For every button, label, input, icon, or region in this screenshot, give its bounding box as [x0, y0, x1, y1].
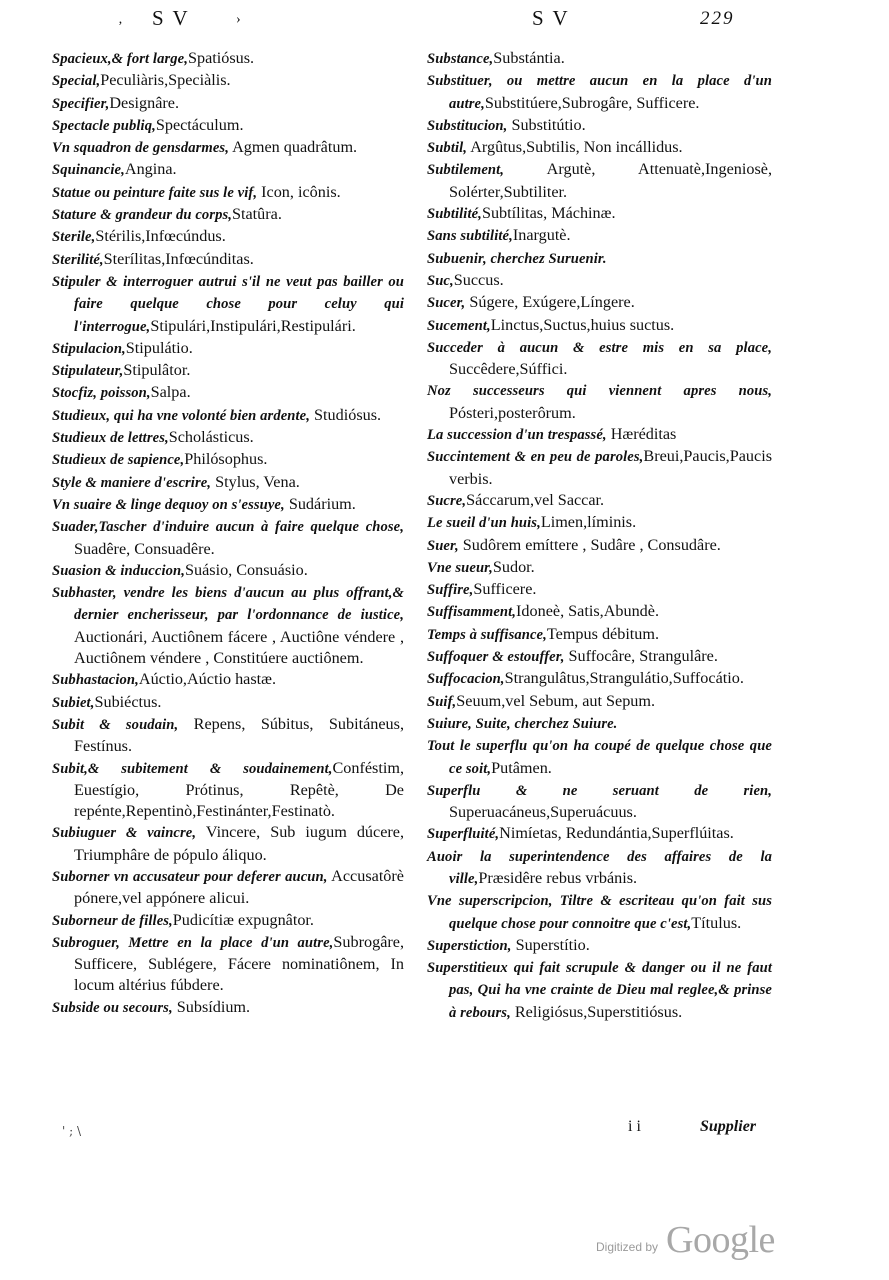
- entry-headword: Subhaster, vendre les biens d'aucun au plus offrant,& dernier encherisseur, par l'ordonnance de iustice,: [52, 585, 404, 624]
- entry-translation: Vincere, Sub iugum dúcere, Triumphâre de pópulo áliquo.: [74, 823, 404, 864]
- bottom-mark: ' ; \: [62, 1124, 82, 1138]
- entry-headword: Substituer, ou mettre aucun en la place d'un autre,: [427, 73, 772, 112]
- header-left-mark2: ›: [236, 12, 243, 27]
- entry-headword: Spectacle publiq,: [52, 117, 156, 134]
- entry-translation: Sudárium.: [284, 494, 356, 513]
- entry-headword: Subit & soudain,: [52, 716, 179, 733]
- dictionary-entry: [52, 494, 404, 516]
- dictionary-entry: [52, 271, 404, 338]
- page-number: 229: [700, 8, 735, 29]
- entry-headword: Statue ou peinture faite sus le vif,: [52, 184, 258, 201]
- entry-headword: Subside ou secours,: [52, 999, 173, 1016]
- dictionary-entry: [427, 512, 772, 534]
- dictionary-entry: [427, 557, 772, 579]
- dictionary-entry: [52, 932, 404, 997]
- entry-translation: Strangulâtus,Strangulátio,Suffocátio.: [504, 669, 744, 688]
- entry-translation: Angina.: [124, 160, 177, 179]
- entry-headword: Superfluité,: [427, 826, 500, 843]
- entry-translation: Suadêre, Consuadêre.: [74, 539, 215, 558]
- entry-translation: Idoneè, Satis,Abundè.: [516, 602, 659, 621]
- digitized-by-text: Digitized by: [596, 1240, 659, 1254]
- entry-headword: Suffisamment,: [427, 604, 517, 621]
- entry-headword: Suffocacion,: [427, 671, 505, 688]
- dictionary-entry: [427, 957, 772, 1024]
- dictionary-entry: [427, 203, 772, 225]
- entry-headword: Suader,Tascher d'induire aucun à faire quelque chose,: [52, 519, 404, 536]
- entry-headword: Stocfiz, poisson,: [52, 385, 151, 402]
- entry-translation: Stipulátio.: [125, 338, 193, 357]
- dictionary-entry: [427, 270, 772, 292]
- dictionary-entry: [427, 446, 772, 490]
- entry-headword: Succintement & en peu de paroles,: [427, 449, 644, 466]
- dictionary-entry: [427, 823, 772, 845]
- entry-translation: Superuacáneus,Superuácuus.: [449, 803, 637, 822]
- entry-headword: Suasion & induccion,: [52, 562, 185, 579]
- entry-headword: Succeder à aucun & estre mis en sa place,: [427, 339, 772, 356]
- entry-headword: Superstitieux qui fait scrupule & danger ou il ne faut pas, Qui ha vne crainte de Dieu mal reglee,& prinse à rebours,: [427, 960, 772, 1021]
- dictionary-entry: [52, 115, 404, 137]
- dictionary-entry: [52, 516, 404, 560]
- dictionary-entry: [52, 449, 404, 471]
- entry-translation: Títulus.: [691, 913, 742, 932]
- entry-headword: Stature & grandeur du corps,: [52, 207, 232, 224]
- dictionary-entry: [52, 866, 404, 910]
- entry-translation: Sterílitas,Infœcúnditas.: [103, 249, 254, 268]
- entry-headword: Auoir la superintendence des affaires de la ville,: [427, 848, 772, 887]
- entry-translation: Sudôrem emíttere , Sudâre , Consudâre.: [458, 535, 721, 554]
- entry-headword: Suif,: [427, 693, 457, 710]
- entry-translation: Præsidêre rebus vrbánis.: [478, 868, 638, 887]
- entry-headword: Vne sueur,: [427, 559, 493, 576]
- entry-headword: Substance,: [427, 51, 494, 67]
- dictionary-entry: [427, 579, 772, 601]
- page-header: [0, 6, 889, 40]
- entry-headword: Suer,: [427, 537, 459, 554]
- entry-translation: Nimíetas, Redundántia,Superflúitas.: [499, 824, 734, 843]
- dictionary-entry: [427, 846, 772, 891]
- dictionary-entry: [427, 424, 772, 446]
- entry-translation: Linctus,Suctus,huius suctus.: [490, 315, 675, 334]
- entry-headword: Vn squadron de gensdarmes,: [52, 140, 229, 157]
- dictionary-entry: [52, 159, 404, 181]
- entry-headword: La succession d'un trespassé,: [427, 427, 607, 444]
- entry-headword: Vn suaire & linge dequoy on s'essuye,: [52, 496, 285, 513]
- entry-translation: Philósophus.: [184, 450, 268, 469]
- entry-translation: Stérilis,Infœcúndus.: [95, 227, 226, 246]
- entry-translation: Pósteri,posterôrum.: [449, 403, 576, 422]
- entry-translation: Putâmen.: [491, 758, 552, 777]
- entry-headword: Studieux, qui ha vne volonté bien ardente,: [52, 407, 310, 424]
- entry-translation: Scholásticus.: [168, 428, 254, 447]
- dictionary-entry: [52, 997, 404, 1019]
- entry-translation: Stipulâtor.: [123, 361, 191, 380]
- entry-headword: Stipulacion,: [52, 340, 126, 357]
- dictionary-entry: [52, 204, 404, 226]
- dictionary-entry: [52, 405, 404, 427]
- entry-headword: Sterilité,: [52, 251, 104, 268]
- dictionary-entry: [427, 535, 772, 557]
- entry-translation: Peculiàris,Speciàlis.: [100, 71, 231, 90]
- entry-translation: Breui,Paucis,Paucis verbis.: [449, 447, 772, 488]
- dictionary-entry: [52, 70, 404, 92]
- dictionary-entry: [427, 890, 772, 935]
- dictionary-entry: [427, 70, 772, 115]
- dictionary-entry: [52, 714, 404, 758]
- entry-headword: Temps à suffisance,: [427, 626, 547, 643]
- entry-headword: Subtil,: [427, 140, 468, 157]
- digitized-watermark: [596, 1218, 786, 1264]
- dictionary-entry: [52, 560, 404, 582]
- entry-headword: Specifier,: [52, 95, 110, 112]
- entry-headword: Sucement,: [427, 317, 491, 334]
- entry-headword: Sterile,: [52, 229, 96, 246]
- entry-headword: Suc,: [427, 272, 454, 289]
- entry-headword: Spacieux,& fort large,: [52, 51, 188, 67]
- dictionary-entry: [52, 427, 404, 449]
- entry-translation: Inargutè.: [512, 226, 571, 245]
- dictionary-entry: [427, 646, 772, 668]
- dictionary-entry: [427, 115, 772, 137]
- entry-translation: Repens, Súbitus, Subitáneus, Festínus.: [74, 714, 404, 756]
- entry-translation: Tempus débitum.: [546, 624, 660, 643]
- dictionary-entry: [427, 292, 772, 314]
- entry-headword: Sans subtilité,: [427, 228, 513, 245]
- entry-translation: Substitútio.: [507, 115, 586, 134]
- entry-headword: Subiet,: [52, 694, 95, 711]
- dictionary-entry: [52, 692, 404, 714]
- entry-headword: Style & maniere d'escrire,: [52, 474, 212, 491]
- dictionary-entry: [52, 249, 404, 271]
- entry-translation: Subsídium.: [172, 997, 251, 1016]
- entry-headword: Subtilité,: [427, 206, 482, 223]
- header-right-title: S V: [532, 6, 570, 30]
- entry-translation: Hæréditas: [606, 425, 677, 444]
- entry-translation: Aúctio,Aúctio hastæ.: [138, 670, 277, 689]
- entry-headword: Sucre,: [427, 492, 467, 509]
- entry-headword: Substitucion,: [427, 117, 508, 134]
- dictionary-entry: [427, 668, 772, 690]
- entry-translation: Spectáculum.: [155, 115, 244, 134]
- entry-translation: Argutè, Attenuatè,Ingeniosè, Solérter,Subtiliter.: [449, 160, 772, 201]
- entry-translation: Suffocâre, Strangulâre.: [564, 647, 718, 666]
- entry-headword: Stipulateur,: [52, 363, 124, 380]
- entry-translation: Sufficere.: [473, 580, 537, 599]
- entry-translation: Seuum,vel Sebum, aut Sepum.: [456, 691, 656, 710]
- entry-headword: Suborneur de filles,: [52, 912, 173, 929]
- dictionary-entry: [427, 735, 772, 780]
- entry-translation: Religiósus,Superstitiósus.: [510, 1002, 683, 1021]
- dictionary-entry: [52, 910, 404, 932]
- dictionary-entry: [52, 182, 404, 204]
- dictionary-entry: [427, 48, 772, 70]
- dictionary-entry: [52, 382, 404, 404]
- entry-headword: Subhastacion,: [52, 672, 139, 689]
- entry-translation: Icon, icônis.: [257, 182, 341, 201]
- entry-translation: Súgere, Exúgere,Língere.: [465, 293, 635, 312]
- dictionary-entry: [52, 338, 404, 360]
- entry-translation: Agmen quadrâtum.: [228, 138, 358, 157]
- dictionary-entry: [427, 225, 772, 247]
- entry-translation: Designâre.: [109, 93, 180, 112]
- entry-translation: Substitúere,Subrogâre, Sufficere.: [484, 93, 700, 112]
- entry-headword: Noz successeurs qui viennent apres nous,: [427, 383, 772, 400]
- dictionary-entry: [427, 159, 772, 203]
- dictionary-entry: [427, 337, 772, 381]
- dictionary-entry: [52, 472, 404, 494]
- entry-translation: Auctionári, Auctiônem fácere , Auctiône véndere , Auctiônem véndere , Constitúere auctiônem.: [74, 627, 404, 668]
- dictionary-entry: [52, 48, 404, 70]
- entry-headword: Subtilement,: [427, 162, 505, 179]
- entry-headword: Special,: [52, 73, 101, 90]
- entry-translation: Subiéctus.: [94, 692, 162, 711]
- entry-translation: Pudicítiæ expugnâtor.: [172, 910, 314, 929]
- entry-translation: Stipulári,Instipulári,Restipulári.: [150, 316, 356, 335]
- entry-translation: Stylus, Vena.: [211, 472, 300, 491]
- entry-translation: Subtílitas, Máchinæ.: [481, 204, 616, 223]
- entry-headword: Vne superscripcion, Tiltre & escriteau qu'on fait sus quelque chose pour connoitre que c'est,: [427, 893, 772, 932]
- catchword: Supplier: [700, 1118, 757, 1135]
- entry-translation: Succêdere,Súffici.: [449, 360, 568, 379]
- header-left-mark: ‚: [118, 12, 125, 27]
- entry-headword: Studieux de sapience,: [52, 452, 185, 469]
- dictionary-entry: [52, 93, 404, 115]
- entry-translation: Argûtus,Subtilis, Non incállidus.: [467, 138, 683, 157]
- entry-headword: Squinancie,: [52, 162, 125, 179]
- entry-translation: Suásio, Consuásio.: [184, 560, 308, 579]
- dictionary-entry: [52, 137, 404, 159]
- dictionary-entry: [52, 582, 404, 669]
- dictionary-entry: [427, 601, 772, 623]
- entry-headword: Suiure, Suite, cherchez Suiure.: [427, 715, 618, 732]
- entry-headword: Superflu & ne seruant de rien,: [427, 782, 772, 799]
- entry-translation: Limen,líminis.: [540, 513, 637, 532]
- dictionary-entry: [52, 360, 404, 382]
- dictionary-entry: [427, 248, 772, 270]
- google-logo: Google: [666, 1219, 775, 1261]
- dictionary-entry: [52, 822, 404, 866]
- entry-translation: Subrogâre, Sufficere, Sublégere, Fácere nominatiônem, In locum altérius fúbdere.: [74, 932, 404, 995]
- dictionary-entry: [427, 490, 772, 512]
- entry-translation: Accusatôrè pónere,vel appónere alicui.: [74, 866, 404, 908]
- dictionary-entry: [427, 624, 772, 646]
- entry-headword: Suffire,: [427, 582, 474, 599]
- dictionary-entry: [427, 380, 772, 424]
- dictionary-entry: [427, 315, 772, 337]
- entry-headword: Tout le superflu qu'on ha coupé de quelque chose que ce soit,: [427, 738, 772, 777]
- entry-translation: Superstítio.: [511, 935, 590, 954]
- dictionary-entry: [427, 780, 772, 824]
- entry-headword: Sucer,: [427, 295, 466, 312]
- entry-headword: Subroguer, Mettre en la place d'un autre,: [52, 934, 334, 951]
- entry-translation: Statûra.: [232, 205, 282, 224]
- entry-translation: Salpa.: [150, 383, 191, 402]
- entry-headword: Subuenir, cherchez Suruenir.: [427, 250, 607, 267]
- entry-translation: Sáccarum,vel Saccar.: [466, 490, 605, 509]
- entry-headword: Le sueil d'un huis,: [427, 515, 541, 532]
- entry-translation: Studiósus.: [310, 405, 382, 424]
- right-column: [427, 48, 772, 1024]
- entry-headword: Suffoquer & estouffer,: [427, 649, 565, 666]
- entry-translation: Succus.: [453, 270, 504, 289]
- entry-headword: Subit,& subitement & soudainement,: [52, 760, 333, 777]
- entry-headword: Stipuler & interroguer autrui s'il ne veut pas bailler ou faire quelque chose pour celuy qui l'interrogue,: [52, 273, 404, 335]
- entry-headword: Suborner vn accusateur pour deferer aucun,: [52, 868, 328, 885]
- entry-headword: Superstiction,: [427, 937, 512, 954]
- entry-translation: Spatiósus.: [187, 49, 255, 67]
- dictionary-entry: [427, 935, 772, 957]
- dictionary-entry: [52, 669, 404, 691]
- entry-headword: Studieux de lettres,: [52, 430, 169, 447]
- dictionary-entry: [52, 226, 404, 248]
- left-column: [52, 48, 404, 1019]
- header-left-title: S V: [152, 6, 190, 30]
- dictionary-entry: [427, 137, 772, 159]
- entry-translation: Substántia.: [493, 49, 565, 67]
- dictionary-entry: [427, 713, 772, 735]
- dictionary-entry: [427, 691, 772, 713]
- entry-headword: Subiuguer & vaincre,: [52, 825, 197, 842]
- dictionary-entry: [52, 758, 404, 823]
- entry-translation: Conféstim, Euestígio, Prótinus, Repêtè, De repénte,Repentinò,Festinánter,Festinatò.: [74, 758, 404, 821]
- entry-translation: Sudor.: [492, 557, 535, 576]
- signature-mark: i i: [628, 1118, 641, 1135]
